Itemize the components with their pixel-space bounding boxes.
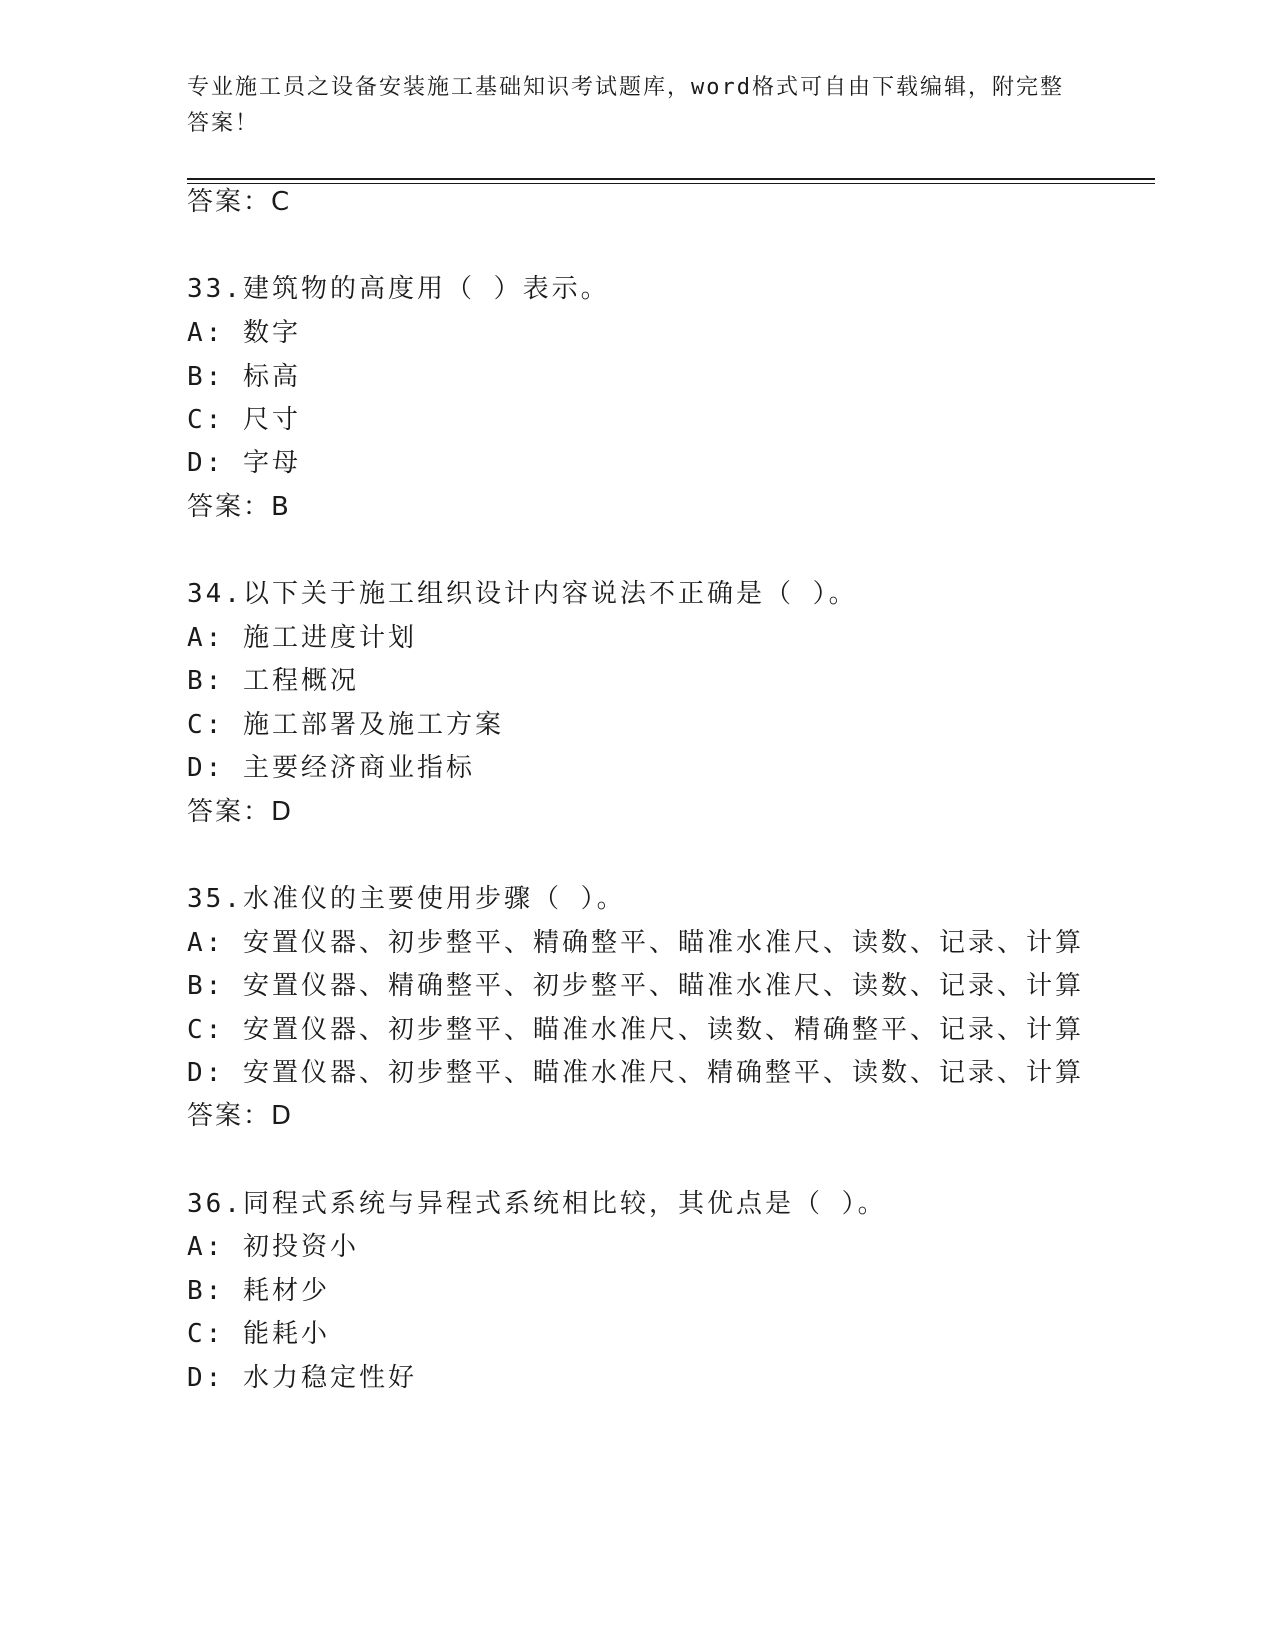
question-35-option-d: D: 安置仪器、初步整平、瞄准水准尺、精确整平、读数、记录、计算 <box>187 1058 1084 1088</box>
question-35-stem: 35.水准仪的主要使用步骤（ ）。 <box>187 884 626 914</box>
question-35-option-a: A: 安置仪器、初步整平、精确整平、瞄准水准尺、读数、记录、计算 <box>187 928 1084 958</box>
answer-32: 答案：C <box>187 187 292 217</box>
question-36-option-d: D: 水力稳定性好 <box>187 1363 417 1393</box>
question-36-option-a: A: 初投资小 <box>187 1232 359 1262</box>
question-35-option-c: C: 安置仪器、初步整平、瞄准水准尺、读数、精确整平、记录、计算 <box>187 1015 1084 1045</box>
question-36-option-c: C: 能耗小 <box>187 1319 330 1349</box>
question-34-option-d: D: 主要经济商业指标 <box>187 753 475 783</box>
answer-34: 答案：D <box>187 797 294 827</box>
answer-33: 答案：B <box>187 492 291 522</box>
question-35-option-b: B: 安置仪器、精确整平、初步整平、瞄准水准尺、读数、记录、计算 <box>187 971 1084 1001</box>
question-33-option-d: D: 字母 <box>187 448 301 478</box>
answer-35: 答案：D <box>187 1101 294 1131</box>
question-36-option-b: B: 耗材少 <box>187 1276 330 1306</box>
header-divider-thin <box>187 183 1155 184</box>
question-36-stem: 36.同程式系统与异程式系统相比较，其优点是（ ）。 <box>187 1189 887 1219</box>
header-divider-thick <box>187 178 1155 180</box>
question-33-stem: 33.建筑物的高度用（ ）表示。 <box>187 274 610 304</box>
question-34-option-a: A: 施工进度计划 <box>187 623 417 653</box>
question-33-option-c: C: 尺寸 <box>187 405 301 435</box>
question-34-option-b: B: 工程概况 <box>187 666 359 696</box>
question-34-option-c: C: 施工部署及施工方案 <box>187 710 504 740</box>
document-header-text: 专业施工员之设备安装施工基础知识考试题库，word格式可自由下载编辑，附完整答案！ <box>187 75 1064 136</box>
question-33-option-a: A: 数字 <box>187 318 301 348</box>
question-34-stem: 34.以下关于施工组织设计内容说法不正确是（ ）。 <box>187 579 858 609</box>
question-33-option-b: B: 标高 <box>187 362 301 392</box>
